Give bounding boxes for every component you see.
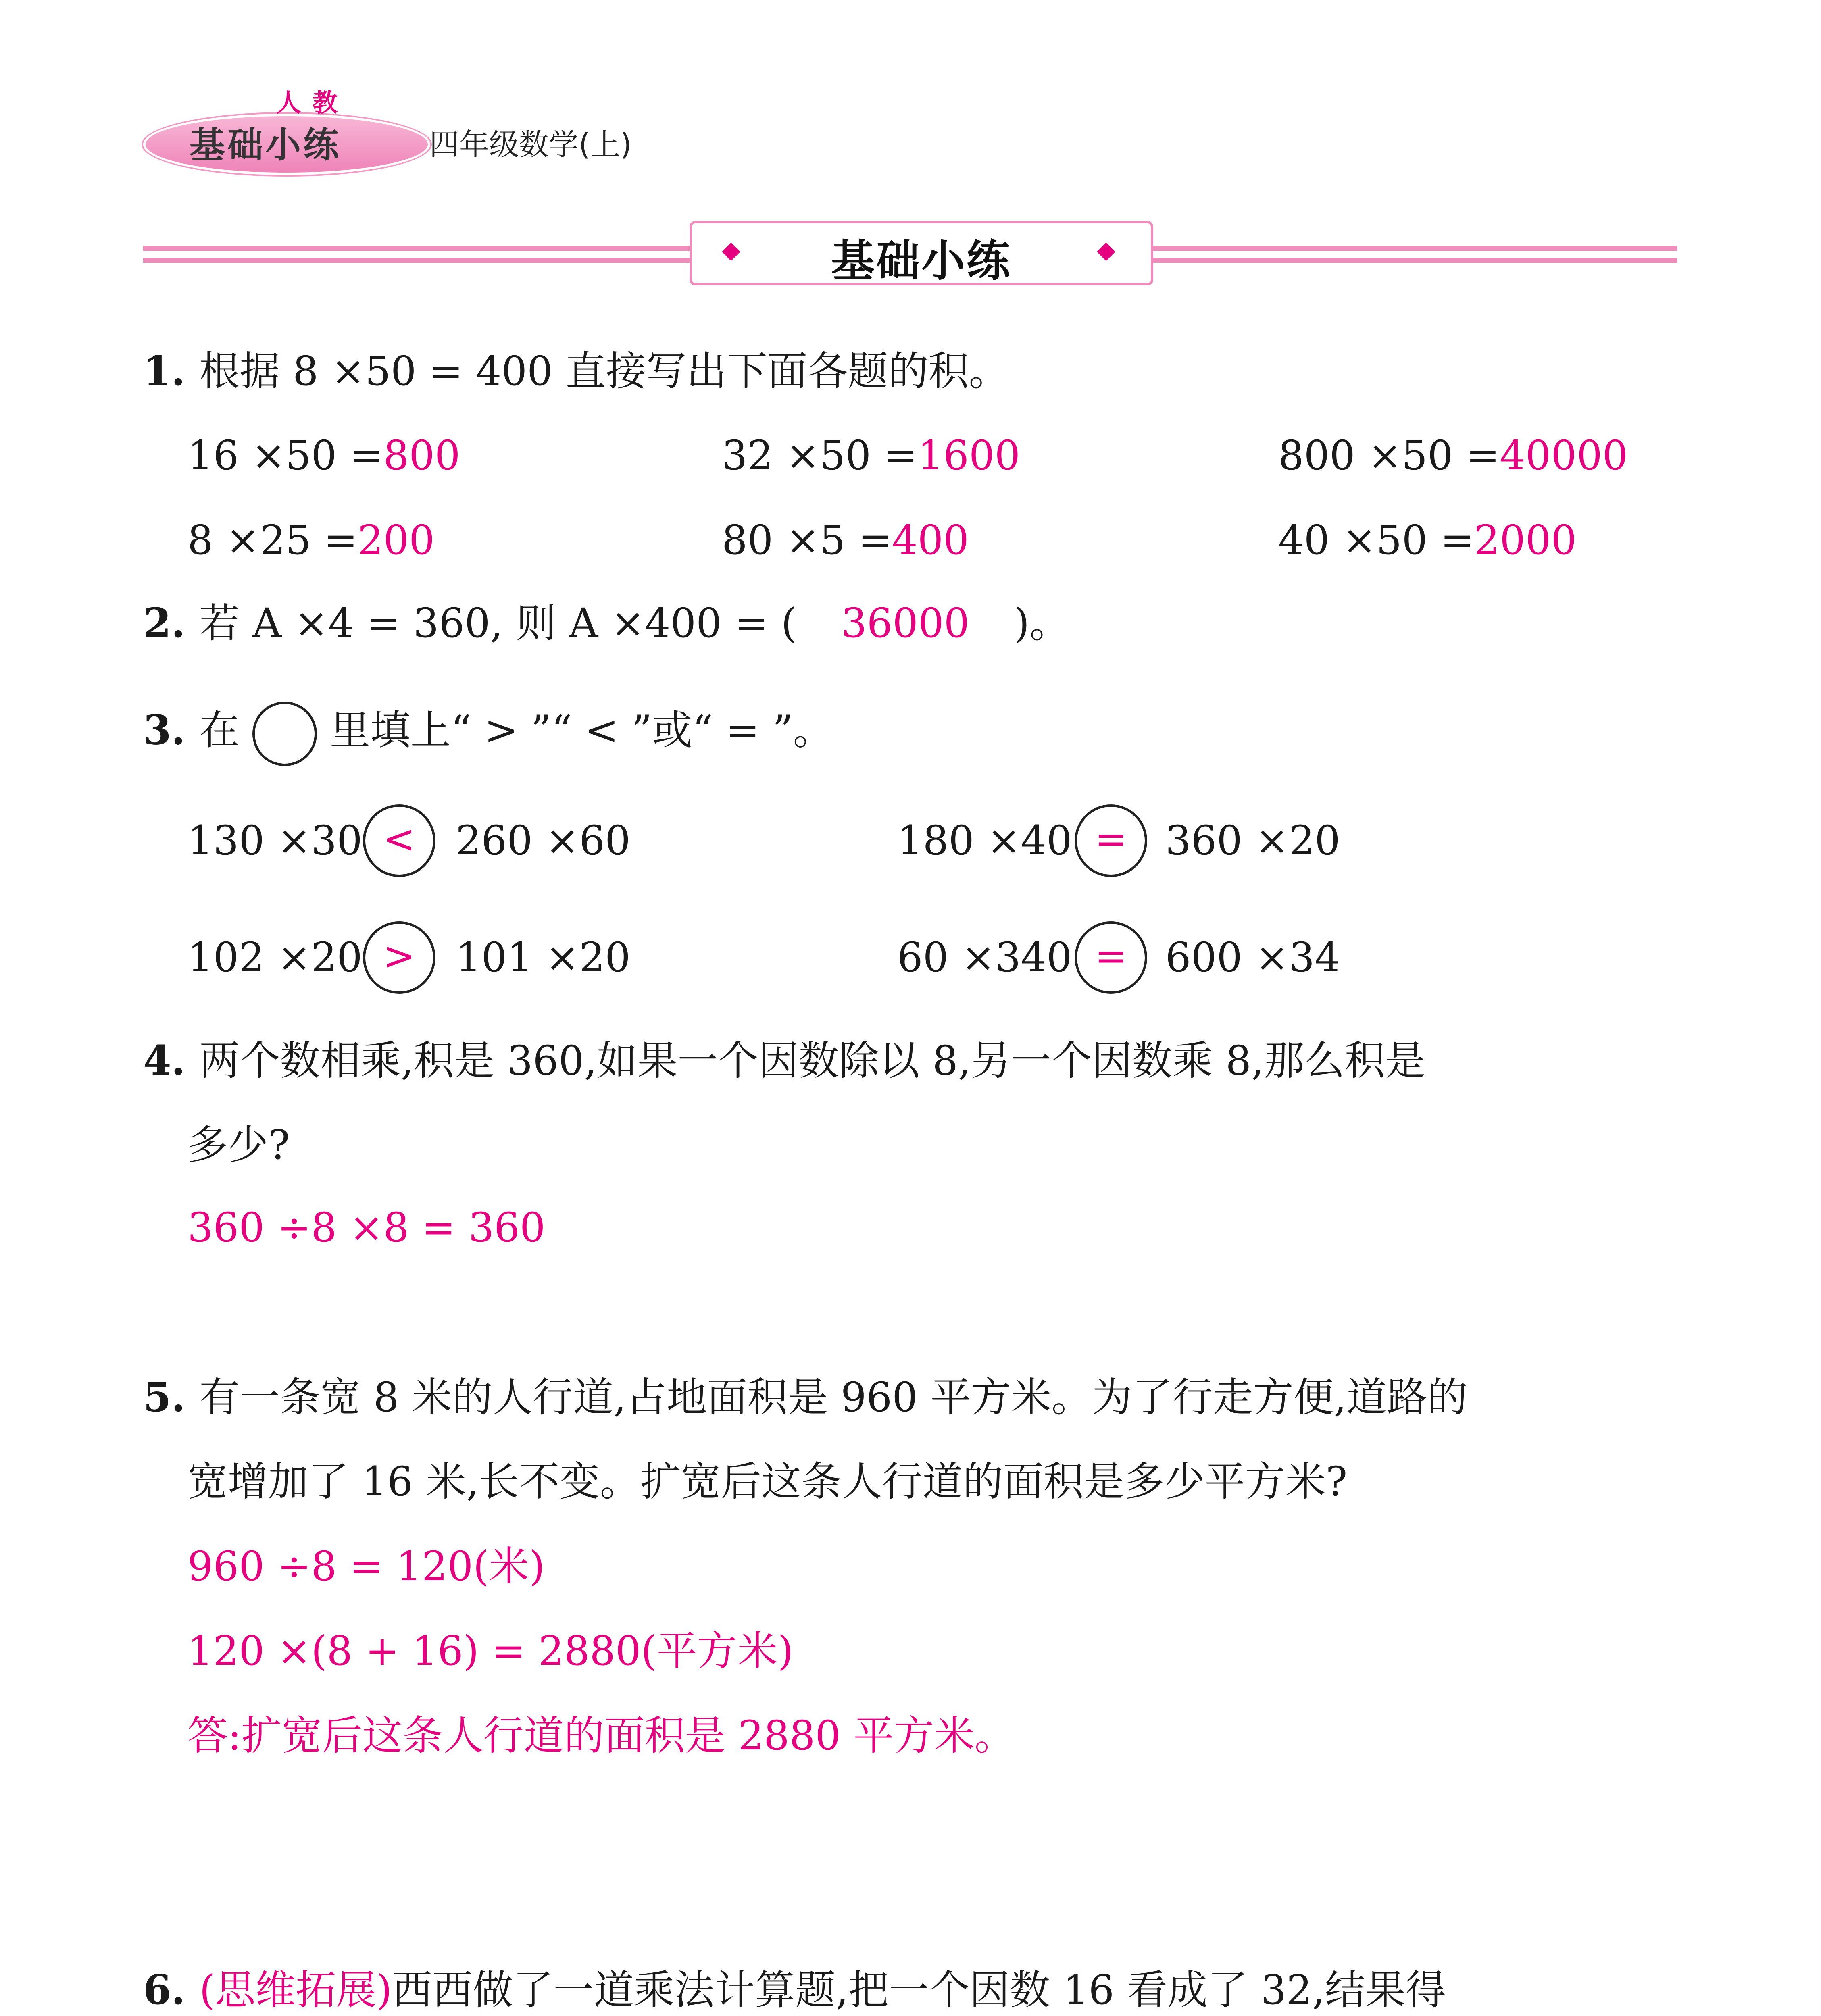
compare-right: 101 ×20: [456, 934, 631, 981]
answer-sentence: 答:扩宽后这条人行道的面积是 2880 平方米。: [188, 1712, 1015, 1759]
q1-item: [188, 432, 460, 479]
compare-answer: =: [1075, 804, 1147, 877]
compare-answer: >: [363, 921, 435, 994]
compare-answer: =: [1075, 921, 1147, 994]
question-stem: 在: [199, 706, 240, 754]
banner-band-left: [143, 246, 692, 251]
answer: 800: [383, 432, 460, 479]
q1-item: [722, 516, 969, 564]
question-tag: (思维拓展): [199, 1966, 392, 2014]
question-stem-cont: 多少?: [188, 1121, 290, 1168]
diamond-icon: ◆: [722, 236, 741, 264]
grade-label: 四年级数学(上): [429, 127, 632, 162]
question-stem: 根据 8 ×50 = 400 直接写出下面各题的积。: [199, 348, 1009, 395]
banner-band-left-2: [143, 258, 692, 263]
question-number: 3: [143, 706, 171, 754]
logo-series: 基础小练: [190, 124, 342, 166]
expression: 8 ×25 =: [188, 516, 358, 564]
question-5: 5. 有一条宽 8 米的人行道,占地面积是 960 平方米。为了行走方便,道路的: [143, 1373, 1468, 1421]
diamond-icon: ◆: [1097, 236, 1116, 264]
compare-left: 102 ×20: [188, 934, 363, 981]
question-number: 5: [143, 1373, 171, 1421]
section-title: 基础小练: [831, 236, 1012, 286]
question-stem: 西西做了一道乘法计算题,把一个因数 16 看成了 32,结果得: [392, 1966, 1446, 2014]
question-number: 4: [143, 1037, 171, 1084]
question-1: 1. 根据 8 ×50 = 400 直接写出下面各题的积。: [143, 347, 1009, 395]
question-6: 6. (思维拓展)西西做了一道乘法计算题,把一个因数 16 看成了 32,结果得: [143, 1966, 1446, 2014]
answer: 2000: [1474, 516, 1577, 564]
question-stem-end: 里填上“ > ”“ < ”或“ = ”。: [329, 706, 833, 754]
compare-answer: <: [363, 804, 435, 877]
question-stem: 若 A ×4 = 360, 则 A ×400 = (: [199, 600, 797, 647]
blank-circle-icon: [252, 702, 317, 766]
question-number: 2: [143, 599, 171, 647]
expression: 800 ×50 =: [1278, 432, 1500, 479]
answer-line: 960 ÷8 = 120(米): [188, 1543, 545, 1590]
banner-band-right: [1151, 246, 1677, 251]
compare-left: 130 ×30: [188, 817, 363, 864]
compare-right: 600 ×34: [1165, 934, 1340, 981]
q1-item: [188, 516, 435, 564]
answer-line: 360 ÷8 ×8 = 360: [188, 1204, 546, 1251]
question-4: 4. 两个数相乘,积是 360,如果一个因数除以 8,另一个因数乘 8,那么积是: [143, 1037, 1425, 1084]
answer: 1600: [917, 432, 1021, 479]
q1-item: [722, 432, 1021, 479]
expression: 40 ×50 =: [1278, 516, 1474, 564]
expression: 32 ×50 =: [722, 432, 918, 479]
question-stem: 两个数相乘,积是 360,如果一个因数除以 8,另一个因数乘 8,那么积是: [199, 1037, 1425, 1084]
question-stem-cont: 宽增加了 16 米,长不变。扩宽后这条人行道的面积是多少平方米?: [188, 1458, 1348, 1505]
answer: 40000: [1500, 432, 1628, 479]
compare-right: 360 ×20: [1165, 817, 1340, 864]
question-3: 3. 在 里填上“ > ”“ < ”或“ = ”。: [143, 702, 833, 766]
answer-line: 120 ×(8 + 16) = 2880(平方米): [188, 1627, 794, 1674]
answer: 400: [892, 516, 969, 564]
banner-band-right-2: [1151, 258, 1677, 263]
question-stem-end: )。: [1014, 600, 1070, 647]
question-2: 2. 若 A ×4 = 360, 则 A ×400 = ( 36000 )。: [143, 599, 1070, 647]
answer: 200: [358, 516, 435, 564]
expression: 16 ×50 =: [188, 432, 383, 479]
question-number: 6: [143, 1966, 171, 2014]
q1-item: [1278, 516, 1577, 564]
q1-item: [1278, 432, 1628, 479]
question-stem: 有一条宽 8 米的人行道,占地面积是 960 平方米。为了行走方便,道路的: [199, 1374, 1468, 1421]
compare-left: 180 ×40: [897, 817, 1072, 864]
expression: 80 ×5 =: [722, 516, 892, 564]
compare-left: 60 ×340: [897, 934, 1072, 981]
question-number: 1: [143, 347, 171, 395]
compare-right: 260 ×60: [456, 817, 631, 864]
logo-publisher: 人教: [276, 88, 349, 117]
answer: 36000: [841, 600, 970, 647]
